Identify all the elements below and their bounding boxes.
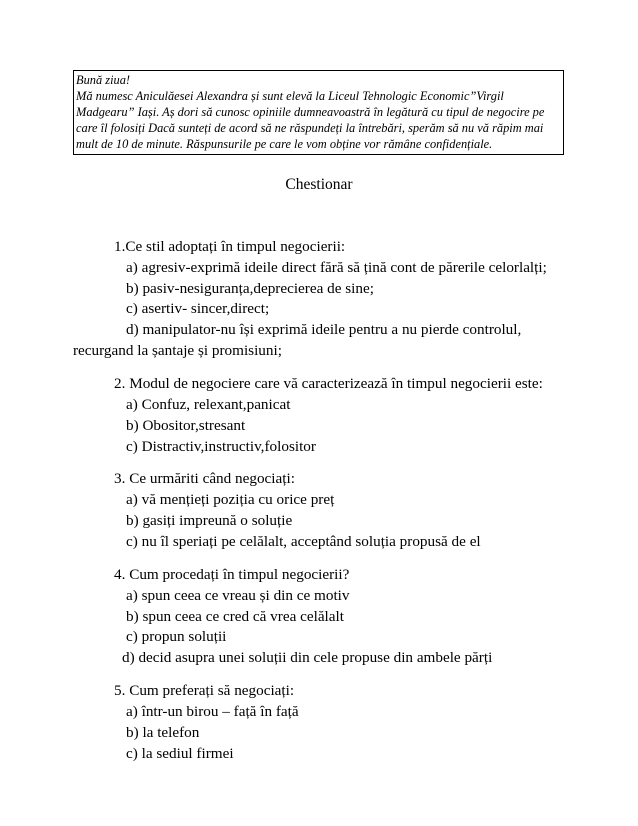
question-1-option-c: c) asertiv- sincer,direct; (126, 300, 270, 317)
question-4-option-b: b) spun ceea ce cred că vrea celălalt (126, 608, 344, 625)
question-1-option-d-continuation: recurgand la șantaje și promisiuni; (73, 342, 282, 359)
page-title: Chestionar (285, 176, 353, 193)
question-1-option-a: a) agresiv-exprimă ideile direct fără să țină cont de părerile celorlalți; (126, 259, 547, 276)
question-4-text: 4. Cum procedați în timpul negocierii? (114, 566, 350, 583)
question-3-text: 3. Ce urmăriti când negociați: (114, 470, 295, 487)
intro-box (73, 70, 564, 155)
question-1-text: 1.Ce stil adoptați în timpul negocierii: (114, 238, 346, 255)
intro-line: mult de 10 de minute. Răspunsurile pe care le vom obține vor rămâne confidențiale. (76, 137, 493, 151)
question-1-option-b: b) pasiv-nesiguranța,deprecierea de sine; (126, 280, 374, 297)
question-2-option-b: b) Obositor,stresant (126, 417, 246, 434)
question-4-option-d: d) decid asupra unei soluții din cele propuse din ambele părți (122, 649, 493, 666)
question-5-option-a: a) într-un birou – față în față (126, 703, 299, 720)
question-5-text: 5. Cum preferați să negociați: (114, 682, 295, 699)
question-5-option-c: c) la sediul firmei (126, 745, 234, 762)
intro-line: Mă numesc Aniculăesei Alexandra și sunt elevă la Liceul Tehnologic Economic”Virgil (76, 89, 504, 103)
question-2-option-a: a) Confuz, relexant,panicat (126, 396, 291, 413)
question-4-option-a: a) spun ceea ce vreau și din ce motiv (126, 587, 350, 604)
question-2-text: 2. Modul de negociere care vă caracterizează în timpul negocierii este: (114, 375, 543, 392)
question-3-option-a: a) vă mențieți poziția cu orice preț (126, 491, 335, 508)
question-2-option-c: c) Distractiv,instructiv,folositor (126, 438, 316, 455)
intro-line: care îl folosiți Dacă sunteți de acord să ne răspundeți la întrebări, sperăm să nu vă răpim mai (76, 121, 544, 135)
intro-line: Madgearu” Iași. Aș dori să cunosc opiniile dumneavoastră în legătură cu tipul de negocire pe (76, 105, 545, 119)
question-3-option-c: c) nu îl speriați pe celălalt, acceptând soluția propusă de el (126, 533, 481, 550)
question-4-option-c: c) propun soluții (126, 628, 227, 645)
question-5-option-b: b) la telefon (126, 724, 200, 741)
question-3-option-b: b) gasiți impreună o soluție (126, 512, 293, 529)
question-1-option-d: d) manipulator-nu își exprimă ideile pentru a nu pierde controlul, (126, 321, 522, 338)
intro-greeting: Bună ziua! (76, 73, 131, 87)
